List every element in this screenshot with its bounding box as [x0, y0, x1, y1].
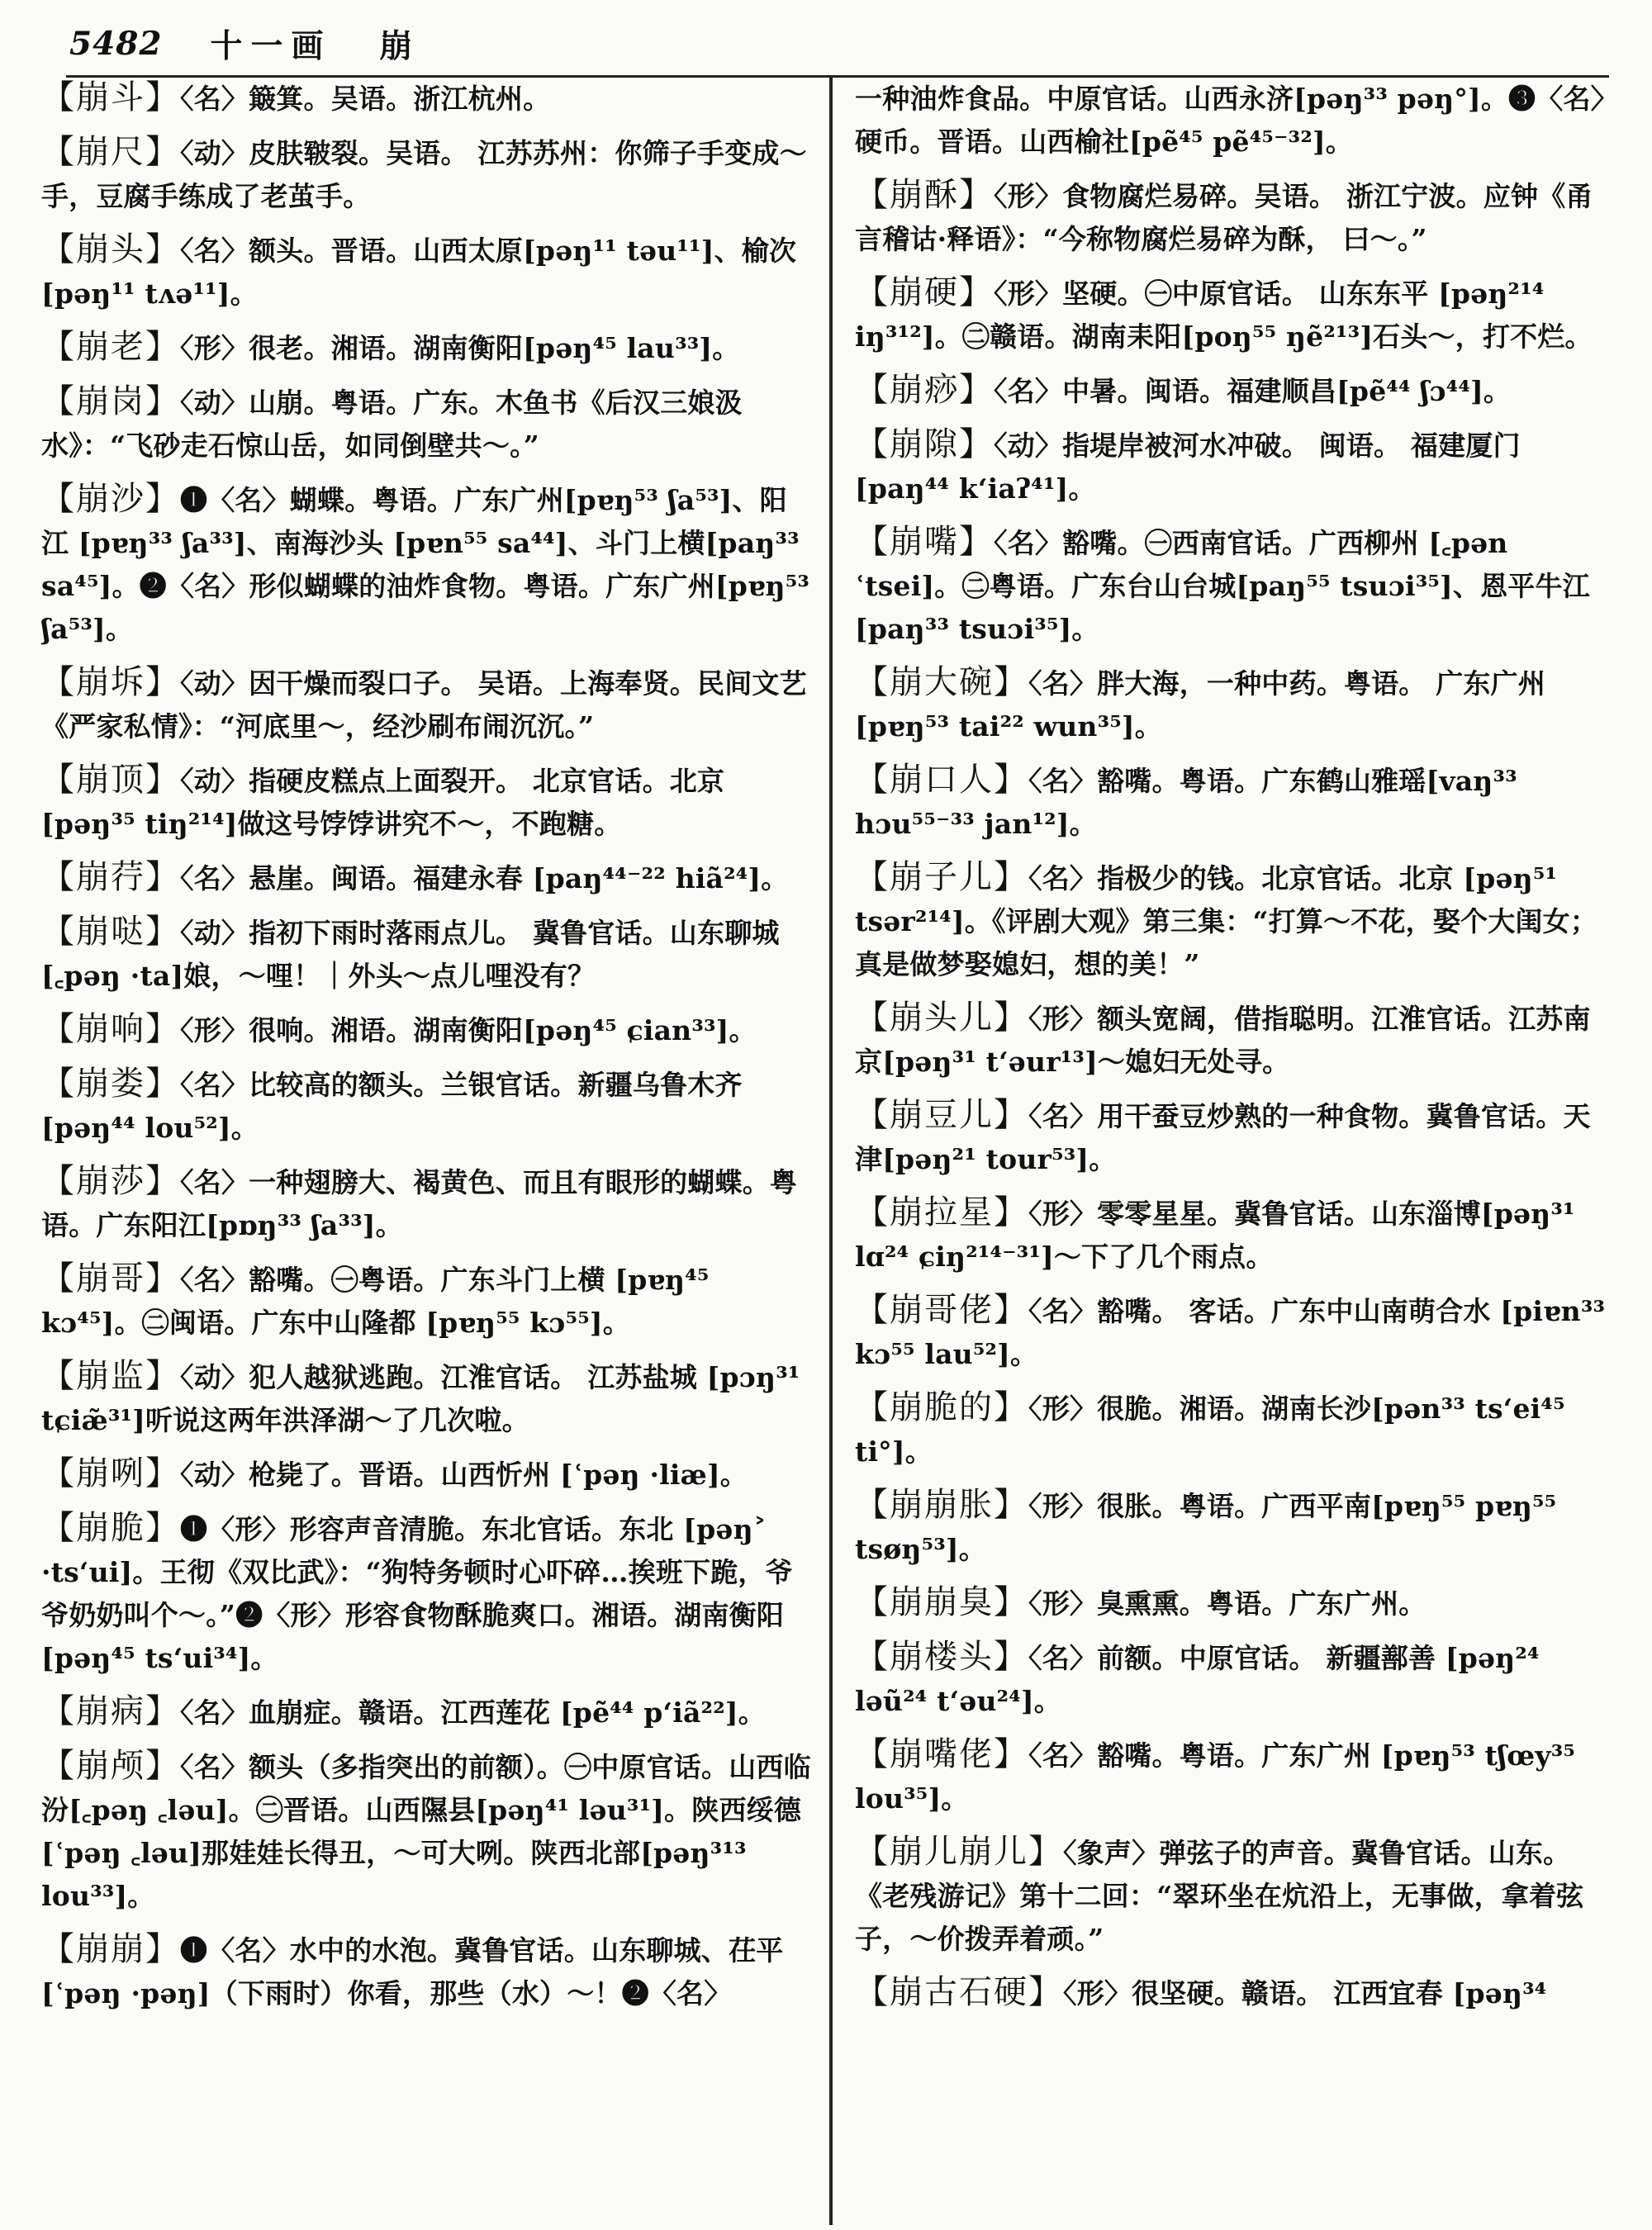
entry-headword: 【崩荇】: [41, 858, 180, 896]
entry-headword: 【崩子儿】: [855, 858, 1028, 896]
entry-text: 〈名〉胖大海，一种中药。粤语。 广东广州 [pɐŋ⁵³ tai²² wun³⁵]。: [855, 667, 1545, 743]
entry-text: 〈形〉坚硬。㊀中原官话。 山东东平 [pəŋ²¹⁴ iŋ³¹²]。㊁赣语。湖南耒阳[poŋ⁵⁵ ŋẽ²¹³]石头～，打不烂。: [855, 278, 1593, 353]
dictionary-entry: [41, 1452, 814, 1497]
dictionary-entry: [855, 368, 1607, 413]
entry-text: 〈动〉皮肤皲裂。吴语。 江苏苏州：你筛子手变成～手，豆腐手练成了老茧手。: [41, 137, 807, 212]
entry-text: 〈名〉豁嘴。㊀西南官话。广西柳州 [꜀pən ʿtsei]。㊁粤语。广东台山台城[paŋ⁵⁵ tsuɔi³⁵]、恩平牛江[paŋ³³ tsuɔi³⁵]。: [855, 527, 1590, 645]
entry-headword: 【崩顶】: [41, 761, 180, 799]
page-header: [69, 18, 412, 69]
dictionary-entry: [855, 1581, 1607, 1625]
dictionary-entry: [41, 856, 814, 900]
dictionary-entry: [855, 173, 1607, 261]
dictionary-entry: [855, 1830, 1607, 1961]
entry-text: 〈名〉簸箕。吴语。浙江杭州。: [180, 83, 551, 115]
entry-text: 〈形〉额头宽阔，借指聪明。江淮官话。江苏南京[pəŋ³¹ tʻəur¹³]～媳妇无处寻。: [855, 1003, 1591, 1078]
entry-headword: 【崩口人】: [855, 761, 1028, 799]
entry-headword: 【崩哒】: [41, 913, 180, 951]
entry-text: ❶〈形〉形容声音清脆。东北官话。东北 [pəŋ˃ ·tsʻui]。王彻《双比武》：“狗特务顿时心吓碎…挨班下跪，爷爷奶奶叫个～。”❷〈形〉形容食物酥脆爽口。湘语。湖南衡阳[pəŋ⁴⁵ tsʻui³⁴]。: [41, 1513, 793, 1674]
dictionary-entry: [855, 1288, 1607, 1376]
dictionary-entry: [41, 1355, 814, 1442]
page-number: 5482: [69, 25, 163, 63]
entry-headword: 【崩隙】: [855, 425, 994, 463]
dictionary-entry: [41, 758, 814, 846]
entry-text: 〈名〉豁嘴。 客话。广东中山南萌合水 [piɐn³³ kɔ⁵⁵ lau⁵²]。: [855, 1295, 1606, 1370]
dictionary-entry: [41, 1690, 814, 1734]
entry-headword: 【崩病】: [41, 1692, 180, 1730]
right-column: [855, 76, 1607, 2219]
entry-headword: 【崩痧】: [855, 371, 994, 409]
header-character: 崩: [379, 27, 412, 65]
entry-headword: 【崩脆】: [41, 1509, 180, 1547]
dictionary-entry: [41, 910, 814, 998]
dictionary-entry: [41, 477, 814, 651]
entry-text: 〈形〉零零星星。冀鲁官话。山东淄博[pəŋ³¹ lɑ²⁴ ɕiŋ²¹⁴⁻³¹]～下了几个雨点。: [855, 1198, 1575, 1273]
entry-headword: 【崩硬】: [855, 273, 994, 311]
entry-headword: 【崩哥佬】: [855, 1291, 1028, 1329]
entry-text: 〈动〉指堤岸被河水冲破。 闽语。 福建厦门 [paŋ⁴⁴ kʻiaʔ⁴¹]。: [855, 429, 1521, 505]
entry-text: 〈形〉很脆。湘语。湖南长沙[pən³³ tsʻei⁴⁵ ti°]。: [855, 1393, 1565, 1468]
entry-headword: 【崩头】: [41, 230, 180, 268]
entry-text: 〈名〉额头。晋语。山西太原[pəŋ¹¹ təu¹¹]、榆次[pəŋ¹¹ tʌə¹¹]。: [41, 235, 797, 310]
dictionary-entry: [855, 1635, 1607, 1723]
entry-headword: 【崩岗】: [41, 382, 180, 420]
entry-text: 〈形〉很老。湘语。湖南衡阳[pəŋ⁴⁵ lau³³]。: [180, 332, 740, 364]
entry-headword: 【崩脆的】: [855, 1388, 1028, 1426]
entry-headword: 【崩娄】: [41, 1065, 180, 1103]
dictionary-entry: [855, 661, 1607, 748]
entry-text: 〈动〉山崩。粤语。广东。木鱼书《后汉三娘汲水》：“飞砂走石惊山岳，如同倒壁共～。”: [41, 387, 743, 462]
entry-headword: 【崩大碗】: [855, 663, 1028, 701]
entry-headword: 【崩坼】: [41, 663, 180, 701]
dictionary-entry: [855, 423, 1607, 510]
entry-headword: 【崩响】: [41, 1010, 180, 1048]
entry-headword: 【崩崩胀】: [855, 1486, 1028, 1524]
entry-headword: 【崩尺】: [41, 133, 180, 171]
dictionary-entry: [855, 271, 1607, 358]
entry-headword: 【崩嘴】: [855, 523, 994, 561]
dictionary-entry: [855, 1971, 1607, 2015]
entry-text: 〈动〉因干燥而裂口子。 吴语。上海奉贤。民间文艺《严家私情》：“河底里～，经沙刷布闹沉沉。”: [41, 667, 807, 743]
entry-headword: 【崩拉星】: [855, 1193, 1028, 1231]
dictionary-entry: [855, 520, 1607, 651]
entry-text: 〈动〉指硬皮糕点上面裂开。 北京官话。北京 [pəŋ³⁵ tiŋ²¹⁴]做这号饽饽讲究不～，不跑糖。: [41, 765, 725, 840]
entry-headword: 【崩沙】: [41, 480, 180, 518]
entry-text: 〈形〉很坚硬。赣语。 江西宜春 [pəŋ³⁴: [1063, 1977, 1547, 2009]
entry-headword: 【崩哥】: [41, 1260, 180, 1298]
entry-headword: 【崩莎】: [41, 1162, 180, 1200]
entry-text: 一种油炸食品。中原官话。山西永济[pəŋ³³ pəŋ°]。❸〈名〉硬币。晋语。山西榆社[pẽ⁴⁵ pẽ⁴⁵⁻³²]。: [855, 83, 1605, 158]
dictionary-entry: [41, 661, 814, 748]
dictionary-entry: [41, 1160, 814, 1247]
entry-headword: 【崩颅】: [41, 1747, 180, 1785]
dictionary-entry: [855, 1386, 1607, 1473]
dictionary-entry: [41, 130, 814, 218]
dictionary-entry: [41, 1928, 814, 2015]
entry-text: 〈名〉豁嘴。粤语。广东广州 [pɐŋ⁵³ tʃœy³⁵ lou³⁵]。: [855, 1739, 1576, 1815]
dictionary-entry: [855, 758, 1607, 846]
dictionary-entry: [855, 1094, 1607, 1181]
entry-text: 〈名〉额头（多指突出的前额）。㊀中原官话。山西临汾[꜀pəŋ ꜀ləu]。㊁晋语。山西隰县[pəŋ⁴¹ ləu³¹]。陕西绥德[ʿpəŋ ꜀ləu]那娃娃长得丑，～可大咧。陕西北部[pəŋ³¹³ lou³³]。: [41, 1751, 811, 1912]
entry-headword: 【崩头儿】: [855, 999, 1028, 1037]
dictionary-entry: [41, 325, 814, 370]
entry-text: 〈动〉指初下雨时落雨点儿。 冀鲁官话。山东聊城[꜀pəŋ ·ta]娘，～哩！｜外头～点儿哩没有？: [41, 917, 780, 992]
entry-headword: 【崩斗】: [41, 78, 180, 116]
left-column: [41, 76, 814, 2219]
dictionary-entry: [855, 856, 1607, 986]
entry-text: 〈名〉比较高的额头。兰银官话。新疆乌鲁木齐 [pəŋ⁴⁴ lou⁵²]。: [41, 1069, 743, 1144]
dictionary-entry: [855, 996, 1607, 1084]
dictionary-entry: [41, 1062, 814, 1150]
dictionary-entry: [41, 1506, 814, 1680]
entry-headword: 【崩儿崩儿】: [855, 1833, 1063, 1871]
entry-text: 〈名〉悬崖。闽语。福建永春 [paŋ⁴⁴⁻²² hiã²⁴]。: [180, 862, 789, 894]
dictionary-entry: [41, 76, 814, 121]
column-divider: [829, 78, 833, 2225]
entry-text: 〈名〉豁嘴。粤语。广东鹤山雅瑶[vaŋ³³ hɔu⁵⁵⁻³³ jan¹²]。: [855, 765, 1517, 840]
entry-text: 〈动〉犯人越狱逃跑。江淮官话。 江苏盐城 [pɔŋ³¹ tɕiæ̃³¹]听说这两年洪泽湖～了几次啦。: [41, 1361, 800, 1436]
dictionary-entry: [41, 1744, 814, 1918]
entry-headword: 【崩监】: [41, 1357, 180, 1395]
entry-text: 〈名〉用干蚕豆炒熟的一种食物。冀鲁官话。天津[pəŋ²¹ tour⁵³]。: [855, 1100, 1591, 1175]
entry-text: 〈动〉枪毙了。晋语。山西忻州 [ʿpəŋ ·liæ]。: [180, 1459, 748, 1491]
entry-text: 〈名〉血崩症。赣语。江西莲花 [pẽ⁴⁴ pʻiã²²]。: [180, 1696, 766, 1729]
continued-entry: [855, 76, 1607, 164]
entry-text: 〈形〉很响。湘语。湖南衡阳[pəŋ⁴⁵ ɕian³³]。: [180, 1014, 757, 1046]
stroke-section-label: 十一画: [210, 27, 332, 65]
dictionary-entry: [855, 1733, 1607, 1820]
entry-headword: 【崩老】: [41, 328, 180, 366]
dictionary-entry: [41, 1257, 814, 1345]
entry-text: 〈象声〉弹弦子的声音。冀鲁官话。山东。《老残游记》第十二回：“翠环坐在炕沿上，无事做，拿着弦子，～价拨弄着顽。”: [855, 1837, 1584, 1955]
dictionary-entry: [41, 1008, 814, 1052]
dictionary-entry: [41, 228, 814, 316]
dictionary-entry: [855, 1483, 1607, 1571]
entry-text: 〈名〉指极少的钱。北京官话。北京 [pəŋ⁵¹ tsər²¹⁴]。《评剧大观》第三集：“打算～不花，娶个大闺女；真是做梦娶媳妇，想的美！”: [855, 862, 1598, 980]
dictionary-entry: [41, 380, 814, 467]
entry-headword: 【崩崩】: [41, 1930, 180, 1968]
entry-text: 〈名〉前额。中原官话。 新疆鄯善 [pəŋ²⁴ ləũ²⁴ tʻəu²⁴]。: [855, 1642, 1540, 1717]
entry-headword: 【崩楼头】: [855, 1638, 1028, 1676]
entry-headword: 【崩嘴佬】: [855, 1735, 1028, 1773]
entry-text: 〈名〉一种翅膀大、褐黄色、而且有眼形的蝴蝶。粤语。广东阳江[pɒŋ³³ ʃa³³]。: [41, 1166, 798, 1241]
entry-headword: 【崩崩臭】: [855, 1583, 1028, 1621]
entry-text: 〈名〉豁嘴。㊀粤语。广东斗门上横 [pɐŋ⁴⁵ kɔ⁴⁵]。㊁闽语。广东中山隆都 [pɐŋ⁵⁵ kɔ⁵⁵]。: [41, 1264, 710, 1339]
entry-text: 〈形〉食物腐烂易碎。吴语。 浙江宁波。应钟《甬言稽诂·释语》：“今称物腐烂易碎为酥， 曰～。”: [855, 180, 1593, 255]
entry-headword: 【崩咧】: [41, 1454, 180, 1492]
entry-text: 〈名〉中暑。闽语。福建顺昌[pẽ⁴⁴ ʃɔ⁴⁴]。: [994, 375, 1512, 407]
entry-text: 〈形〉很胀。粤语。广西平南[pɐŋ⁵⁵ pɐŋ⁵⁵ tsøŋ⁵³]。: [855, 1490, 1557, 1565]
entry-text: ❶〈名〉水中的水泡。冀鲁官话。山东聊城、茌平[ʿpəŋ ·pəŋ]（下雨时）你看，那些（水）～！❷〈名〉: [41, 1934, 784, 2009]
entry-text: 〈形〉臭熏熏。粤语。广东广州。: [1028, 1587, 1427, 1620]
entry-text: ❶〈名〉蝴蝶。粤语。广东广州[pɐŋ⁵³ ʃa⁵³]、阳江 [pɐŋ³³ ʃa³³]、南海沙头 [pɐn⁵⁵ sa⁴⁴]、斗门上横[paŋ³³ sa⁴⁵]。❷〈名〉形似蝴蝶的油炸食物。粤语。广东广州[pɐŋ⁵³ ʃa⁵³]。: [41, 484, 810, 645]
entry-headword: 【崩古石硬】: [855, 1973, 1063, 2011]
entry-headword: 【崩豆儿】: [855, 1096, 1028, 1134]
dictionary-entry: [855, 1191, 1607, 1279]
entry-headword: 【崩酥】: [855, 176, 994, 214]
